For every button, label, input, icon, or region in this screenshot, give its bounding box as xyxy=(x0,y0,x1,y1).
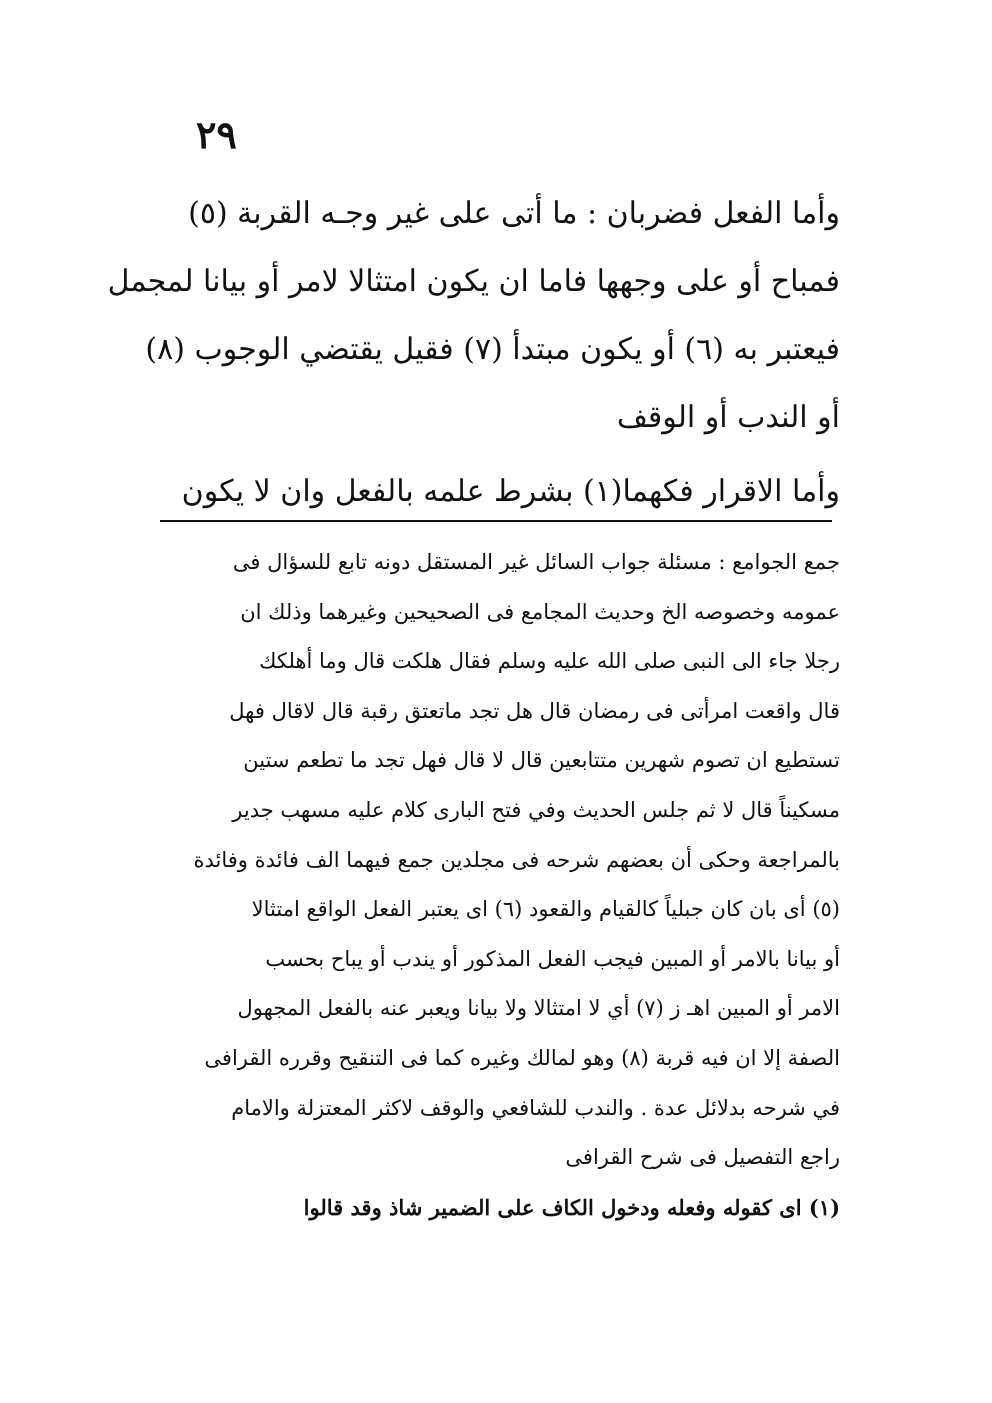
footnote-line: أو بيانا بالامر أو المبين فيجب الفعل المذكور أو يندب أو يباح بحسب xyxy=(265,946,840,971)
footnote-line: مسكيناً قال لا ثم جلس الحديث وفي فتح البارى كلام عليه مسهب جدير xyxy=(232,797,840,822)
footnotes xyxy=(150,538,840,1232)
footnote-line: عمومه وخصوصه الخ وحديث المجامع فى الصحيحين وغيرهما وذلك ان xyxy=(240,599,840,624)
footnote-line: رجلا جاء الى النبى صلى الله عليه وسلم فقال هلكت قال وما أهلكك xyxy=(259,649,840,674)
main-text-line: فمباح أو على وجهها فاما ان يكون امتثالا لامر أو بيانا لمجمل xyxy=(107,264,840,299)
footnote-line: راجع التفصيل فى شرح القرافى xyxy=(565,1145,840,1170)
footnote-line: قال واقعت امرأتى فى رمضان قال هل تجد ماتعتق رقبة قال لاقال فهل xyxy=(229,698,840,723)
main-text-line: وأما الاقرار فكهما(١) بشرط علمه بالفعل وان لا يكون xyxy=(181,474,840,509)
main-text xyxy=(107,180,840,526)
main-text-line: فيعتبر به (٦) أو يكون مبتدأ (٧) فقيل يقتضي الوجوب (٨) xyxy=(145,332,840,367)
footnote-line: جمع الجوامع : مسئلة جواب السائل غير المستقل دونه تابع للسؤال فى xyxy=(232,550,840,574)
page-number: ٢٩ xyxy=(196,112,237,157)
footnote-divider xyxy=(160,520,832,522)
footnote-line: الامر أو المبين اهـ ز (٧) أي لا امتثالا ولا بيانا ويعبر عنه بالفعل المجهول xyxy=(237,996,840,1021)
main-text-line: أو الندب أو الوقف xyxy=(616,400,840,435)
footnote-line: في شرحه بدلائل عدة . والندب للشافعي والوقف لاكثر المعتزلة والامام xyxy=(231,1095,840,1120)
footnote-line: الصفة إلا ان فيه قربة (٨) وهو لمالك وغيره كما فى التنقيح وقرره القرافى xyxy=(204,1045,840,1070)
main-text-line: وأما الفعل فضربان : ما أتى على غير وجـه القربة (٥) xyxy=(188,196,840,231)
footnote-line: (٥) أى بان كان جبلياً كالقيام والقعود (٦) اى يعتبر الفعل الواقع امتثالا xyxy=(251,897,840,922)
footnote-line: (١) اى كقوله وفعله ودخول الكاف على الضمير شاذ وقد قالوا xyxy=(303,1194,840,1220)
footnote-line: تستطيع ان تصوم شهرين متتابعين قال لا قال فهل تجد ما تطعم ستين xyxy=(243,748,840,773)
footnote-line: بالمراجعة وحكى أن بعضهم شرحه فى مجلدين جمع فيهما الف فائدة وفائدة xyxy=(193,847,840,872)
